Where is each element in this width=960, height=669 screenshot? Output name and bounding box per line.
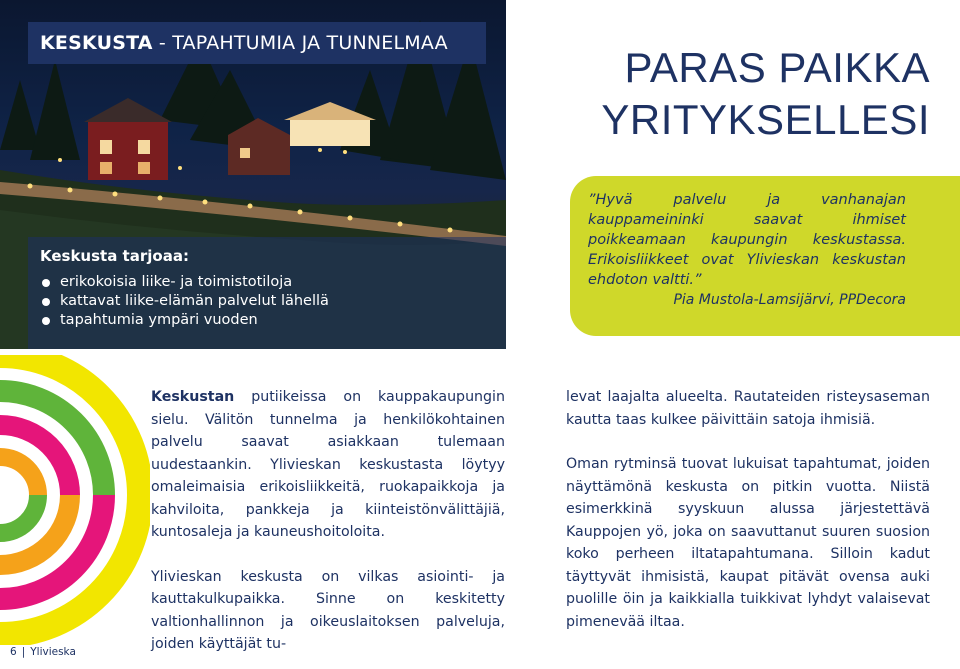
- quote-text: ”Hyvä palvelu ja vanhanajan kauppameininki saavat ihmiset poikkeamaan kaupungin keskustassa. Erikoisliikkeet ovat Ylivieskan keskustan ehdoton valtti.”: [588, 192, 906, 288]
- footer-separator: |: [21, 646, 26, 658]
- section-title-rest: - TAPAHTUMIA JA TUNNELMAA: [152, 32, 448, 54]
- body-paragraph: levat laajalta alueelta. Rautateiden risteysaseman kautta taas kulkee päivittäin satoja ihmisiä.: [566, 389, 930, 428]
- red-cottage: [84, 98, 172, 180]
- offer-item: tapahtumia ympäri vuoden: [40, 311, 494, 330]
- bullet-icon: [42, 298, 50, 306]
- section-title: [28, 22, 486, 64]
- page-footer: [10, 646, 76, 658]
- offer-item: kattavat liike-elämän palvelut lähellä: [40, 292, 494, 311]
- headline-line-1: PARAS PAIKKA: [624, 44, 930, 91]
- body-paragraph: Ylivieskan keskusta on vilkas asiointi- ja kauttakulkupaikka. Sinne on keskitetty valtionhallinnon ja oikeuslaitoksen palveluja, joiden käyttäjät tu-: [151, 568, 505, 652]
- publication-name: Ylivieska: [30, 646, 76, 658]
- section-title-bold: KESKUSTA: [40, 32, 153, 54]
- offer-box: [28, 237, 506, 349]
- offer-list: [40, 273, 494, 330]
- body-paragraph: Keskustan putiikeissa on kauppakaupungin sielu. Välitön tunnelma ja henkilökohtainen palvelu saavat asiakkaan tulemaan uudestaankin. Ylivieskan keskustasta löytyy omaleimaisia erikoisliikkeitä, ruokapaikkoja ja kahviloita, pankkeja ja kiinteistönvälittäjiä, kuntosaleja ja kauneushoitoloita.: [151, 389, 505, 540]
- decorative-rings: [0, 355, 150, 645]
- offer-item: erikokoisia liike- ja toimistotiloja: [40, 273, 494, 292]
- bullet-icon: [42, 317, 50, 325]
- body-column-right: [566, 386, 930, 633]
- quote-author: Pia Mustola-Lamsijärvi, PPDecora: [673, 292, 906, 308]
- ring-core-orange-arc: [0, 457, 38, 495]
- headline-line-2: YRITYKSELLESI: [601, 96, 930, 143]
- ring-core-green-arc: [0, 495, 38, 533]
- body-column-left: [151, 386, 505, 656]
- offer-heading: Keskusta tarjoaa:: [40, 247, 189, 265]
- bullet-icon: [42, 279, 50, 287]
- body-paragraph: Oman rytminsä tuovat lukuisat tapahtumat, joiden näyttämönä keskusta on pitkin vuotta. Niistä esimerkkinä syyskuun alussa järjestettävä Kauppojen yö, joka on saavuttanut suuren suosion koko perheen iltatapahtumana. Silloin kadut täyttyvät ihmisistä, kaupat pitävät ovensa auki puolille öin ja kaikkialla tuikkivat lyhdyt valaisevat pimenevää iltaa.: [566, 456, 930, 630]
- page-headline: [601, 42, 930, 146]
- page-number: 6: [10, 646, 17, 658]
